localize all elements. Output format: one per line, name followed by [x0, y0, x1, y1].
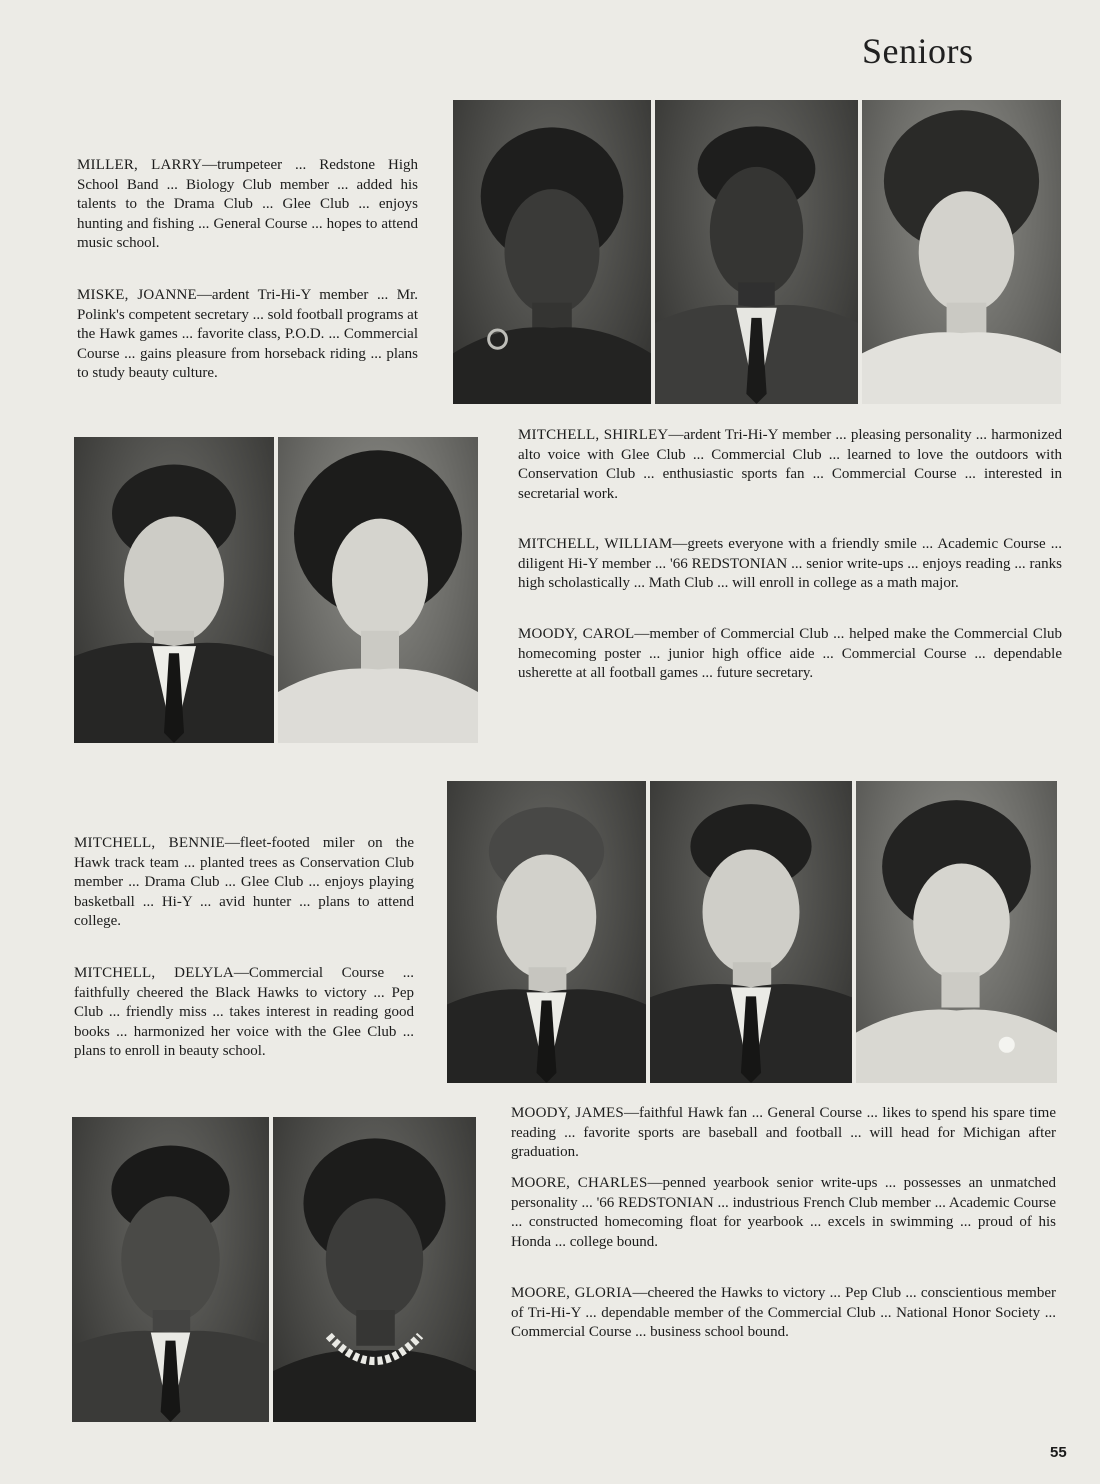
student-bio: —greets everyone with a friendly smile ... Academic Course ... diligent Hi-Y member ... '66 REDSTONIAN ... senior write-ups ... enjoys reading ... ranks high scholastically ... Math Club ... will enroll in college as a math major.: [518, 536, 1062, 592]
student-name: MISKE, JOANNE: [77, 287, 197, 303]
student-bio: —fleet-footed miler on the Hawk track team ... planted trees as Conservation Club member ... Drama Club ... Glee Club ... enjoys playing basketball ... Hi-Y ... avid hunter ... plans to attend college.: [74, 835, 414, 930]
bio-moore-charles: [511, 1174, 1056, 1252]
bio-miller-larry: [77, 156, 418, 254]
portrait-moore-charles: [650, 781, 852, 1083]
portrait-mitchell-william: [655, 100, 858, 404]
student-name: MOODY, CAROL: [518, 626, 635, 642]
bio-mitchell-william: [518, 535, 1062, 594]
portrait-mitchell-bennie: [72, 1117, 269, 1422]
student-name: MITCHELL, DELYLA: [74, 965, 234, 981]
portrait-moore-gloria: [856, 781, 1057, 1083]
bio-miske-joanne: [77, 286, 418, 384]
student-name: MOORE, GLORIA: [511, 1285, 633, 1301]
student-bio: —Commercial Course ... faithfully cheered the Black Hawks to victory ... Pep Club ... friendly miss ... takes interest in reading good books ... harmonized her voice with the Glee Club ... plans to enroll in beauty school.: [74, 965, 414, 1060]
student-bio: —ardent Tri-Hi-Y member ... Mr. Polink's competent secretary ... sold football programs at the Hawk games ... favorite class, P.O.D. ... Commercial Course ... gains pleasure from horseback riding ... plans to study beauty culture.: [77, 287, 419, 382]
student-bio: —penned yearbook senior write-ups ... possesses an unmatched personality ... '66 REDSTONIAN ... industrious French Club member ... Academic Course ... constructed homecoming float for yearbook ... excels in swimming ... proud of his Honda ... college bound.: [511, 1175, 1057, 1250]
portrait-miller-larry: [74, 437, 274, 743]
portrait-moody-james: [447, 781, 646, 1083]
portrait-mitchell-delyla: [273, 1117, 476, 1422]
student-name: MOODY, JAMES: [511, 1105, 624, 1121]
student-name: MITCHELL, WILLIAM: [518, 536, 673, 552]
student-bio: —cheered the Hawks to victory ... Pep Club ... conscientious member of Tri-Hi-Y ... dependable member of the Commercial Club ... National Honor Society ... Commercial Course ... business school bound.: [511, 1285, 1056, 1341]
bio-mitchell-delyla: [74, 964, 414, 1062]
bio-mitchell-shirley: [518, 426, 1062, 504]
portrait-moody-carol: [862, 100, 1061, 404]
portrait-mitchell-shirley: [453, 100, 651, 404]
student-name: MITCHELL, BENNIE: [74, 835, 225, 851]
student-name: MITCHELL, SHIRLEY: [518, 427, 669, 443]
bio-mitchell-bennie: [74, 834, 414, 932]
page-number: 55: [1050, 1444, 1067, 1461]
student-bio: —trumpeteer ... Redstone High School Band ... Biology Club member ... added his talents to the Drama Club ... Glee Club ... enjoys hunting and fishing ... General Course ... hopes to attend music school.: [77, 157, 419, 252]
student-name: MOORE, CHARLES: [511, 1175, 648, 1191]
student-bio: —ardent Tri-Hi-Y member ... pleasing personality ... harmonized alto voice with Glee Club ... Commercial Club ... learned to love the outdoors with Conservation Club ... enthusiastic sports fan ... Commercial Course ... interested in secretarial work.: [518, 427, 1063, 502]
bio-moody-carol: [518, 625, 1062, 684]
student-bio: —member of Commercial Club ... helped make the Commercial Club homecoming poster ... junior high office aide ... Commercial Course ... dependable usherette at all football games ... future secretary.: [518, 626, 1062, 682]
bio-moore-gloria: [511, 1284, 1056, 1343]
student-name: MILLER, LARRY: [77, 157, 203, 173]
student-bio: —faithful Hawk fan ... General Course ... likes to spend his spare time reading ... favorite sports are baseball and football ... will head for Michigan after graduation.: [511, 1105, 1056, 1161]
portrait-miske-joanne: [278, 437, 478, 743]
page-title: Seniors: [862, 31, 974, 71]
bio-moody-james: [511, 1104, 1056, 1163]
